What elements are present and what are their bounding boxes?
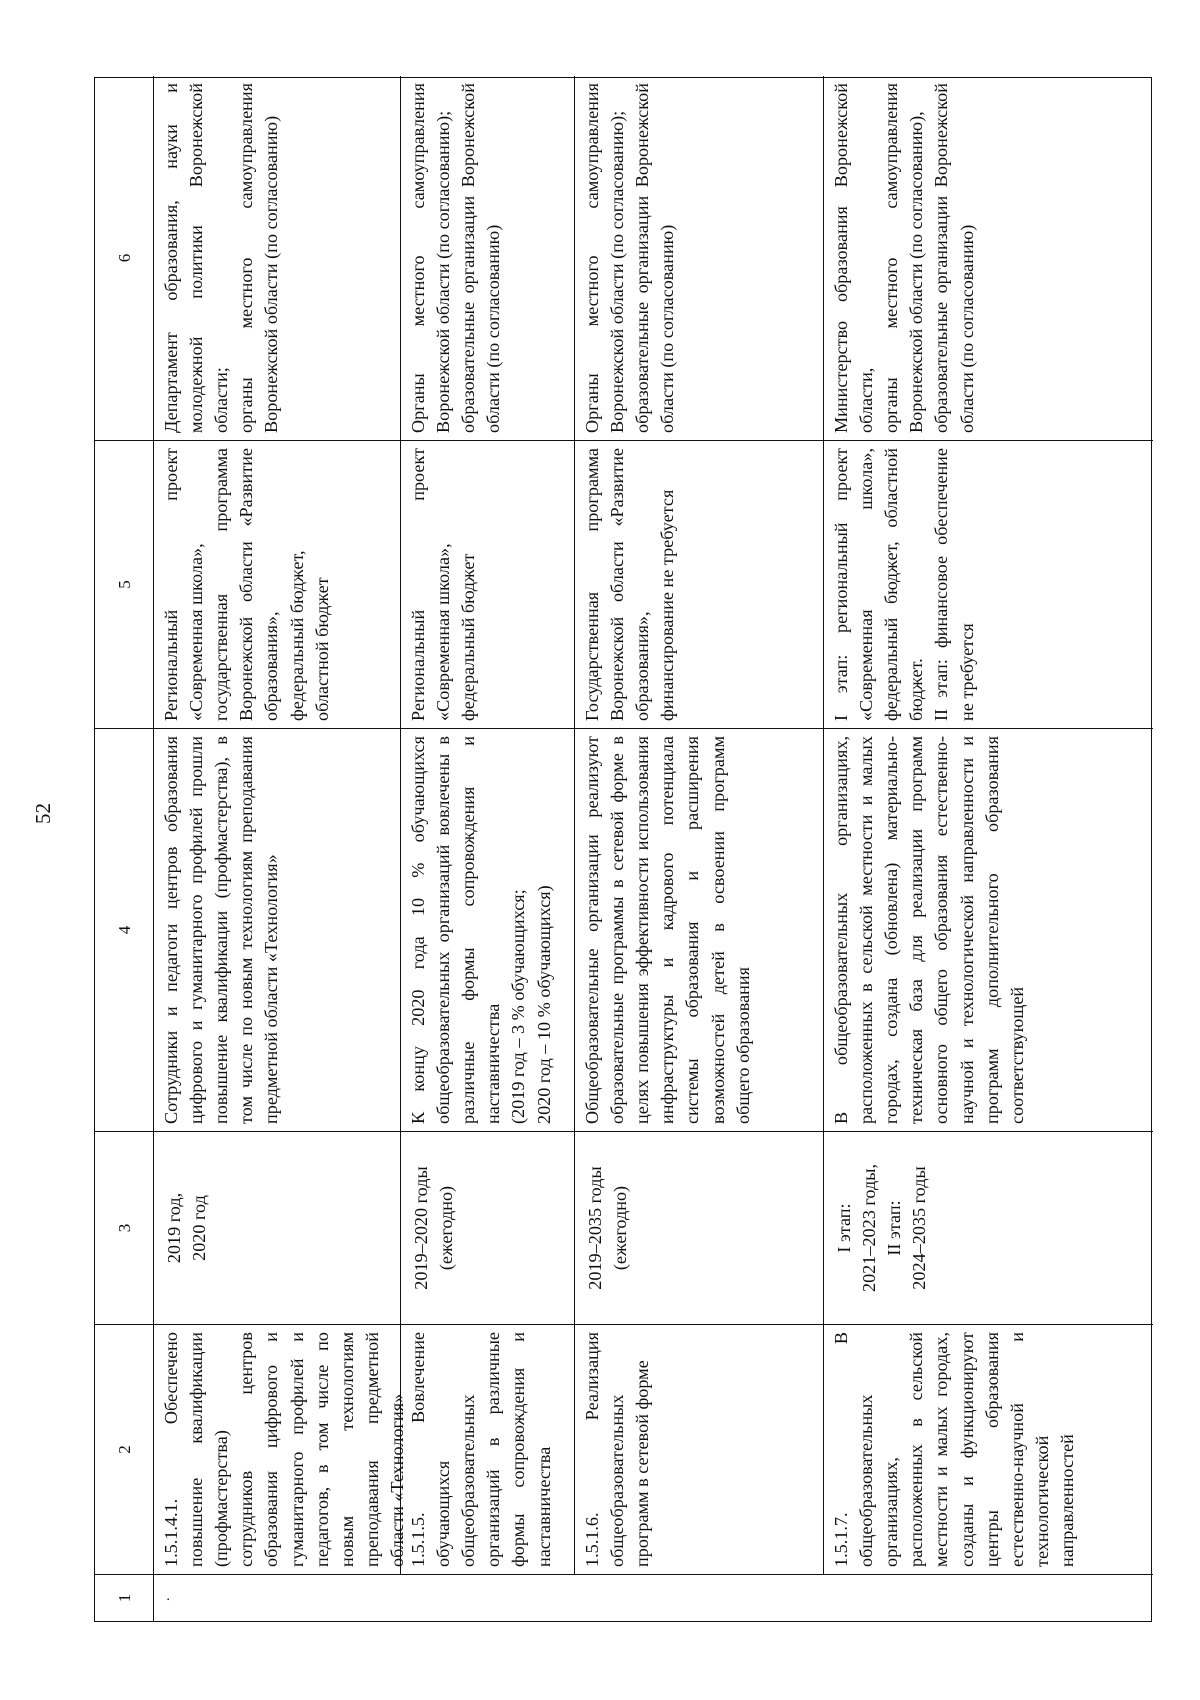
header-col-1: 1 <box>95 1574 154 1621</box>
table-cell-executor: Органы местного самоуправления Воронежской области (по согласованию); образовательные организации Воронежской области (по согласованию) <box>575 76 824 440</box>
table-cell-period: I этап: 2021–2023 годы, II этап: 2024–2035 годы <box>824 1131 1153 1324</box>
row-marker: . <box>158 1597 173 1601</box>
table-cell-task: 1.5.1.5. Вовлечение обучающихся общеобразовательных организаций в различные формы сопровождения и наставничества <box>401 1324 575 1574</box>
table-cell-executor: Министерство образования Воронежской области, органы местного самоуправления Воронежской области (по согласованию), образовательные организации Воронежской области (по согласованию) <box>831 83 977 433</box>
table-cell-source: I этап: региональный проект «Современная школа», федеральный бюджет, областной бюджет. II этап: финансовое обеспечение не требуется <box>824 440 1153 728</box>
plan-table <box>94 77 1152 1622</box>
header-col-2: 2 <box>95 1324 154 1574</box>
table-cell-executor: Органы местного самоуправления Воронежской области (по согласованию); образовательные организации Воронежской области (по согласованию) <box>401 76 575 440</box>
table-cell-period: 2019–2020 годы (ежегодно) <box>401 1131 575 1324</box>
table-cell-task: 1.5.1.7. В общеобразовательных организациях, расположенных в сельской местности и малых городах, созданы и функционируют центры образования естественно-научной и технологической направленностей <box>824 1324 1153 1574</box>
header-col-5: 5 <box>95 440 154 728</box>
table-cell-task: 1.5.1.4.1. Обеспечено повышение квалификации (профмастерства) сотрудников центров образования цифрового и гуманитарного профилей и педагогов, в том числе по новым технологиям преподавания предметной области «Технология» <box>154 1324 401 1574</box>
table-cell-task: 1.5.1.6. Реализация общеобразовательных программ в сетевой форме <box>575 1324 824 1574</box>
column-1-body <box>154 1574 1153 1621</box>
table-cell-source: Региональный проект «Современная школа», федеральный бюджет <box>401 440 575 728</box>
header-col-4: 4 <box>95 728 154 1131</box>
table-cell-result: К концу 2020 года 10 % обучающихся общеобразовательных организаций вовлечены в различные формы сопровождения и наставничества (2019 год – 3 % обучающихся; 2020 год – 10 % обучающихся) <box>401 728 575 1131</box>
table-cell-result: Общеобразовательные организации реализуют образовательные программы в сетевой форме в целях повышения эффективности использования инфраструктуры и кадрового потенциала системы образования и расширения возможностей детей в освоении программ общего образования <box>575 728 824 1131</box>
header-col-3: 3 <box>95 1131 154 1324</box>
page-number: 52 <box>31 803 55 824</box>
table-cell-period: 2019–2035 годы (ежегодно) <box>575 1131 824 1324</box>
table-cell-result: Сотрудники и педагоги центров образования цифрового и гуманитарного профилей прошли повышение квалификации (профмастерства), в том числе по новым технологиям преподавания предметной области «Технология» <box>154 728 401 1131</box>
table-cell-source: Региональный проект «Современная школа», государственная программа Воронежской области «Развитие образования», федеральный бюджет, областной бюджет <box>154 440 401 728</box>
header-col-6: 6 <box>95 76 154 440</box>
table-cell-source: Государственная программа Воронежской области «Развитие образования», финансирование не требуется <box>575 440 824 728</box>
table-cell-period: 2019 год, 2020 год <box>154 1131 401 1324</box>
table-cell-executor: Департамент образования, науки и молодежной политики Воронежской области; органы местного самоуправления Воронежской области (по согласованию) <box>154 76 401 440</box>
table-cell-result: В общеобразовательных организациях, расположенных в сельской местности и малых городах, создана (обновлена) материально-техническая база для реализации программ основного общего образования естественно-научной и технологической направленности и программ дополнительного образования соответствующей <box>824 728 1153 1131</box>
